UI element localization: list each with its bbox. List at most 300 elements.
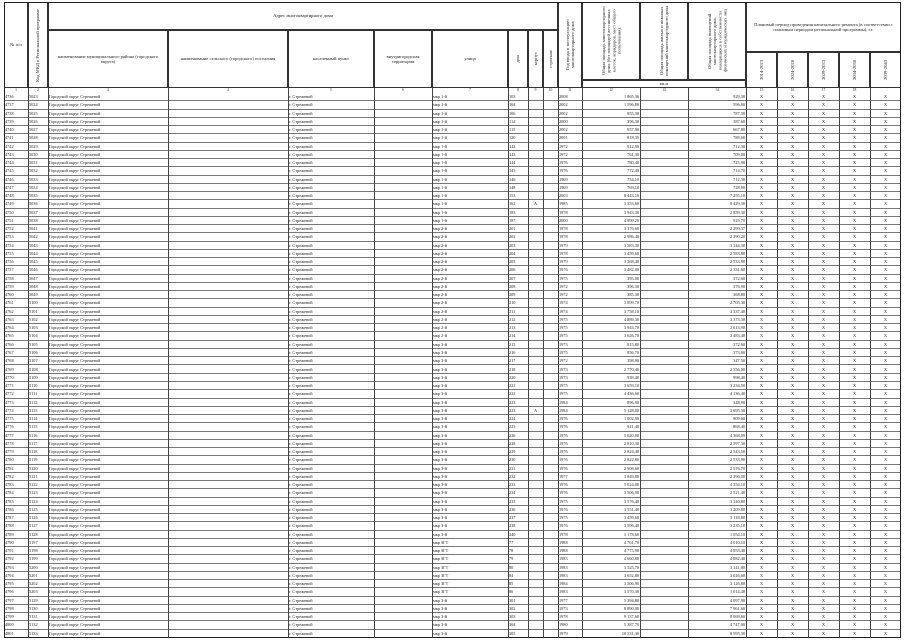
cell-code: 5116: [29, 432, 38, 438]
cell-korpus: [529, 332, 542, 340]
cell-street: мкр 3-й: [433, 531, 447, 537]
cell-street: мкр 2-й: [433, 325, 447, 331]
table-row: [4, 357, 901, 365]
cell-period-4: X: [852, 506, 857, 512]
cell-area: 4 775,90: [623, 548, 639, 554]
cell-municipal: Городской округ Стрежевой: [49, 127, 101, 133]
cell-num: 4764: [5, 325, 14, 331]
cell-area-owned: 909,60: [733, 416, 745, 422]
cell-period-1: X: [759, 292, 764, 298]
cell-korpus: [529, 184, 542, 192]
cell-period-3: X: [821, 465, 826, 471]
table-row: [4, 390, 901, 398]
cell-period-5: X: [883, 630, 888, 636]
cell-num: 4745: [5, 168, 14, 174]
cell-area-owned: 3 141,80: [729, 564, 745, 570]
cell-street: мкр 3-й: [433, 605, 447, 611]
cell-code: 5112: [29, 399, 38, 405]
cell-building: [544, 101, 557, 109]
cell-locality: г. Стрежевой: [289, 416, 313, 422]
cell-settlement: [169, 605, 287, 613]
column-number: 1: [15, 88, 17, 92]
cell-num: 4789: [5, 531, 14, 537]
cell-street: мкр 3-й: [433, 465, 447, 471]
cell-period-4: X: [852, 630, 857, 636]
table-row: [4, 266, 901, 274]
cell-intracity: [375, 209, 431, 217]
cell-street: мкр 1-й: [433, 201, 447, 207]
cell-period-5: X: [883, 292, 888, 298]
cell-settlement: [169, 283, 287, 291]
cell-period-4: X: [852, 407, 857, 413]
cell-street: мкр 1-й: [433, 168, 447, 174]
cell-num: 4736: [5, 94, 14, 99]
cell-period-4: X: [852, 564, 857, 570]
table-row: [4, 250, 901, 258]
cell-period-3: X: [821, 539, 826, 545]
cell-house: 115: [509, 127, 516, 133]
cell-korpus: [529, 506, 542, 514]
cell-num: 4750: [5, 209, 14, 215]
grid-line: [288, 88, 289, 638]
cell-settlement: [169, 407, 287, 415]
cell-intracity: [375, 143, 431, 151]
cell-period-3: X: [821, 498, 826, 504]
cell-street: мкр 1-й: [433, 102, 447, 108]
cell-year: 1972: [559, 358, 568, 364]
cell-period-4: X: [852, 168, 857, 174]
cell-area: 1 596,80: [623, 102, 639, 108]
cell-area: 4 660,80: [623, 556, 639, 562]
cell-street: мкр 3-й: [433, 473, 447, 479]
cell-area-owned: 998,40: [733, 374, 745, 380]
table-row: [4, 489, 901, 497]
cell-area: 5 394,80: [623, 597, 639, 603]
cell-period-5: X: [883, 168, 888, 174]
cell-num: 4786: [5, 506, 14, 512]
cell-period-5: X: [883, 614, 888, 620]
cell-area-residents: [641, 192, 687, 200]
cell-municipal: Городской округ Стрежевой: [49, 184, 101, 190]
grid-line: [870, 88, 871, 638]
cell-korpus: [529, 481, 542, 489]
cell-area: 3 583,30: [623, 242, 639, 248]
cell-settlement: [169, 399, 287, 407]
cell-settlement: [169, 498, 287, 506]
cell-period-1: X: [759, 209, 764, 215]
cell-num: 4784: [5, 490, 14, 496]
cell-period-4: X: [852, 374, 857, 380]
cell-intracity: [375, 291, 431, 299]
cell-area-residents: [641, 308, 687, 316]
cell-period-2: X: [790, 383, 795, 388]
cell-intracity: [375, 110, 431, 118]
cell-year: 2002: [559, 110, 568, 116]
cell-period-5: X: [883, 267, 888, 273]
cell-code: 5049: [29, 292, 38, 298]
cell-period-4: X: [852, 94, 857, 99]
cell-period-5: X: [883, 226, 888, 232]
cell-area-owned: 373,60: [733, 349, 745, 355]
cell-code: 5124: [29, 498, 38, 504]
cell-settlement: [169, 159, 287, 167]
cell-korpus: [529, 448, 542, 456]
cell-intracity: [375, 225, 431, 233]
cell-period-5: X: [883, 349, 888, 355]
cell-period-1: X: [759, 94, 764, 99]
cell-code: 5047: [29, 275, 38, 281]
grid-line: [839, 88, 840, 638]
cell-building: [544, 465, 557, 473]
cell-area-owned: 348,90: [733, 399, 745, 405]
cell-period-2: X: [790, 465, 795, 471]
header-house: [508, 30, 528, 88]
cell-area: 3 899,70: [623, 300, 639, 306]
cell-area-residents: [641, 440, 687, 448]
cell-settlement: [169, 580, 287, 588]
cell-period-2: X: [790, 490, 795, 496]
cell-korpus: [529, 415, 542, 423]
cell-area: 1 865,36: [623, 94, 639, 99]
cell-street: мкр ЗГТ: [433, 572, 449, 578]
cell-locality: г. Стрежевой: [289, 457, 313, 463]
cell-period-2: X: [790, 160, 795, 166]
cell-code: 5024: [29, 102, 38, 108]
cell-code: 5048: [29, 283, 38, 289]
cell-period-4: X: [852, 515, 857, 521]
cell-period-5: X: [883, 308, 888, 314]
cell-building: [544, 432, 557, 440]
cell-period-4: X: [852, 473, 857, 479]
cell-area-residents: [641, 93, 687, 101]
cell-house: 84: [509, 572, 514, 578]
cell-year: 1976: [559, 457, 568, 463]
cell-area-owned: 372,60: [733, 275, 745, 281]
cell-korpus: [529, 242, 542, 250]
cell-period-5: X: [883, 184, 888, 190]
cell-intracity: [375, 258, 431, 266]
cell-area: 815,80: [627, 341, 639, 347]
cell-locality: г. Стрежевой: [289, 168, 313, 174]
cell-area: 3 758,10: [623, 308, 639, 314]
cell-code: 5038: [29, 217, 38, 223]
cell-area-owned: 725,90: [733, 160, 745, 166]
cell-period-3: X: [821, 341, 826, 347]
cell-korpus: [529, 366, 542, 374]
cell-intracity: [375, 547, 431, 555]
grid-line: [48, 88, 49, 638]
cell-num: 4743: [5, 151, 14, 157]
cell-area-owned: 3 373,30: [729, 316, 745, 322]
cell-num: 4770: [5, 374, 14, 380]
cell-house: 302: [509, 605, 516, 611]
cell-building: [544, 555, 557, 563]
cell-period-3: X: [821, 250, 826, 256]
cell-period-4: X: [852, 465, 857, 471]
header-period-5: [870, 52, 901, 88]
cell-building: [544, 134, 557, 142]
cell-period-5: X: [883, 151, 888, 157]
table-row: [4, 630, 901, 638]
cell-period-1: X: [759, 564, 764, 570]
cell-num: 4746: [5, 176, 14, 182]
cell-period-1: X: [759, 374, 764, 380]
cell-house: 142: [509, 143, 516, 149]
cell-settlement: [169, 126, 287, 134]
cell-period-4: X: [852, 548, 857, 554]
cell-area-owned: 728,90: [733, 184, 745, 190]
cell-area-residents: [641, 209, 687, 217]
cell-area-owned: 2 533,90: [729, 457, 745, 463]
cell-period-5: X: [883, 490, 888, 496]
cell-area-residents: [641, 597, 687, 605]
cell-locality: г. Стрежевой: [289, 250, 313, 256]
cell-year: 1980: [559, 622, 568, 628]
cell-locality: г. Стрежевой: [289, 449, 313, 455]
cell-area-residents: [641, 547, 687, 555]
cell-period-1: X: [759, 184, 764, 190]
cell-area: 3 570,30: [623, 589, 639, 595]
cell-period-2: X: [790, 217, 795, 223]
cell-street: мкр 3-й: [433, 482, 447, 488]
cell-area-owned: 3 140,80: [729, 498, 745, 504]
cell-area: 3 525,70: [623, 564, 639, 570]
cell-intracity: [375, 621, 431, 629]
cell-street: мкр ЗГТ: [433, 548, 449, 554]
cell-locality: г. Стрежевой: [289, 102, 313, 108]
cell-area-owned: 3 695,30: [729, 407, 745, 413]
cell-code: 5041: [29, 226, 38, 232]
cell-house: 202: [509, 234, 516, 240]
cell-period-1: X: [759, 127, 764, 133]
column-number: 5: [330, 88, 332, 92]
cell-settlement: [169, 250, 287, 258]
cell-year: 1983: [559, 572, 568, 578]
cell-street: мкр 3-й: [433, 424, 447, 430]
cell-code: 5113: [29, 407, 38, 413]
cell-period-1: X: [759, 383, 764, 388]
cell-period-4: X: [852, 556, 857, 562]
cell-code: 5111: [29, 391, 38, 397]
cell-area: 3 943,70: [623, 325, 639, 331]
cell-period-3: X: [821, 424, 826, 430]
header-address-group-label: Адрес многоквартирного дома: [273, 13, 333, 19]
cell-period-3: X: [821, 226, 826, 232]
cell-street: мкр 2-й: [433, 275, 447, 281]
cell-settlement: [169, 522, 287, 530]
header-settlement-label: наименование сельского (городского) поселения: [180, 56, 276, 62]
cell-house: 104: [509, 102, 516, 108]
column-number: 18: [852, 88, 857, 92]
cell-house: 103: [509, 94, 516, 99]
cell-locality: г. Стрежевой: [289, 589, 313, 595]
cell-period-5: X: [883, 300, 888, 306]
cell-period-1: X: [759, 473, 764, 479]
cell-municipal: Городской округ Стрежевой: [49, 94, 101, 99]
cell-num: 4760: [5, 292, 14, 298]
cell-intracity: [375, 473, 431, 481]
cell-intracity: [375, 101, 431, 109]
cell-street: мкр 1-й: [433, 193, 447, 199]
cell-settlement: [169, 134, 287, 142]
cell-area: 955,30: [627, 110, 639, 116]
cell-settlement: [169, 209, 287, 217]
cell-area-owned: 3 026,60: [729, 572, 745, 578]
cell-num: 4793: [5, 564, 14, 570]
table-row: [4, 341, 901, 349]
cell-period-5: X: [883, 283, 888, 289]
cell-house: 224: [509, 416, 516, 422]
cell-period-1: X: [759, 151, 764, 157]
cell-year: 1978: [559, 531, 568, 537]
cell-intracity: [375, 481, 431, 489]
cell-municipal: Городской округ Стрежевой: [49, 391, 101, 397]
cell-house: 144: [509, 160, 516, 166]
cell-house: 216: [509, 349, 516, 355]
cell-period-3: X: [821, 275, 826, 281]
cell-period-1: X: [759, 143, 764, 149]
cell-period-4: X: [852, 234, 857, 240]
column-number: 17: [821, 88, 826, 92]
cell-num: 4777: [5, 432, 14, 438]
cell-settlement: [169, 332, 287, 340]
table-row: [4, 110, 901, 118]
header-area-owned: [688, 2, 746, 80]
cell-period-2: X: [790, 432, 795, 438]
cell-intracity: [375, 630, 431, 638]
table-row: [4, 531, 901, 539]
cell-period-3: X: [821, 358, 826, 364]
cell-korpus: [529, 547, 542, 555]
cell-year: 1975: [559, 391, 568, 397]
cell-num: 4754: [5, 242, 14, 248]
cell-area-residents: [641, 489, 687, 497]
cell-locality: г. Стрежевой: [289, 118, 313, 124]
header-period-2-label: 2024-2028: [789, 60, 795, 80]
cell-area: 3 459,60: [623, 515, 639, 521]
cell-period-3: X: [821, 127, 826, 133]
cell-settlement: [169, 588, 287, 596]
cell-settlement: [169, 151, 287, 159]
cell-locality: г. Стрежевой: [289, 308, 313, 314]
cell-area: 856,70: [627, 349, 639, 355]
cell-street: мкр 3-й: [433, 374, 447, 380]
cell-house: 106: [509, 110, 516, 116]
cell-building: [544, 605, 557, 613]
cell-locality: г. Стрежевой: [289, 292, 313, 298]
cell-street: мкр 3-й: [433, 630, 447, 636]
cell-period-3: X: [821, 217, 826, 223]
cell-area-residents: [641, 514, 687, 522]
cell-period-1: X: [759, 217, 764, 223]
cell-municipal: Городской округ Стрежевой: [49, 614, 101, 620]
cell-intracity: [375, 283, 431, 291]
cell-locality: г. Стрежевой: [289, 556, 313, 562]
cell-area-residents: [641, 159, 687, 167]
cell-period-3: X: [821, 597, 826, 603]
cell-street: мкр 3-й: [433, 416, 447, 422]
cell-korpus: А: [533, 407, 538, 413]
table-row: [4, 613, 901, 621]
table-row: [4, 308, 901, 316]
cell-locality: г. Стрежевой: [289, 482, 313, 488]
cell-municipal: Городской округ Стрежевой: [49, 622, 101, 628]
cell-area-residents: [641, 506, 687, 514]
cell-period-1: X: [759, 622, 764, 628]
cell-period-1: X: [759, 275, 764, 281]
cell-intracity: [375, 382, 431, 390]
cell-period-3: X: [821, 531, 826, 537]
cell-area-owned: 787,30: [733, 110, 745, 116]
cell-building: [544, 275, 557, 283]
cell-year: 2001: [559, 135, 568, 141]
cell-period-3: X: [821, 482, 826, 488]
cell-period-5: X: [883, 605, 888, 611]
cell-area-residents: [641, 134, 687, 142]
cell-period-1: X: [759, 242, 764, 248]
header-municipal: [48, 30, 168, 88]
cell-period-3: X: [821, 193, 826, 199]
cell-period-5: X: [883, 333, 888, 339]
cell-num: 4797: [5, 597, 14, 603]
cell-municipal: Городской округ Стрежевой: [49, 457, 101, 463]
cell-municipal: Городской округ Стрежевой: [49, 556, 101, 562]
cell-period-2: X: [790, 118, 795, 124]
cell-house: 233: [509, 482, 516, 488]
cell-code: 5130: [29, 605, 38, 611]
cell-year: 1979: [559, 259, 568, 265]
cell-locality: г. Стрежевой: [289, 316, 313, 322]
cell-street: мкр 2-й: [433, 283, 447, 289]
register-sheet: [4, 2, 901, 638]
cell-street: мкр ЗГТ: [433, 556, 449, 562]
cell-num: 4783: [5, 482, 14, 488]
cell-house: 85: [509, 581, 514, 587]
cell-period-5: X: [883, 94, 888, 99]
cell-korpus: [529, 489, 542, 497]
cell-intracity: [375, 432, 431, 440]
cell-municipal: Городской округ Стрежевой: [49, 308, 101, 314]
cell-period-5: X: [883, 506, 888, 512]
cell-intracity: [375, 93, 431, 101]
cell-area: 4 999,20: [623, 217, 639, 223]
cell-korpus: [529, 432, 542, 440]
cell-building: [544, 209, 557, 217]
table-row: [4, 217, 901, 225]
cell-year: 1975: [559, 498, 568, 504]
cell-period-3: X: [821, 589, 826, 595]
cell-korpus: [529, 151, 542, 159]
cell-period-1: X: [759, 498, 764, 504]
cell-period-3: X: [821, 176, 826, 182]
cell-area: 772,40: [627, 168, 639, 174]
cell-period-3: X: [821, 143, 826, 149]
cell-period-1: X: [759, 341, 764, 347]
cell-municipal: Городской округ Стрежевой: [49, 465, 101, 471]
cell-period-1: X: [759, 572, 764, 578]
cell-municipal: Городской округ Стрежевой: [49, 267, 101, 273]
cell-area: 912,90: [627, 143, 639, 149]
cell-code: 5201: [29, 572, 38, 578]
cell-period-2: X: [790, 482, 795, 488]
cell-code: 5129: [29, 597, 38, 603]
column-number: 6: [402, 88, 404, 92]
cell-code: 5031: [29, 160, 38, 166]
cell-period-3: X: [821, 383, 826, 388]
cell-period-2: X: [790, 407, 795, 413]
table-row: [4, 143, 901, 151]
cell-num: 4788: [5, 523, 14, 529]
